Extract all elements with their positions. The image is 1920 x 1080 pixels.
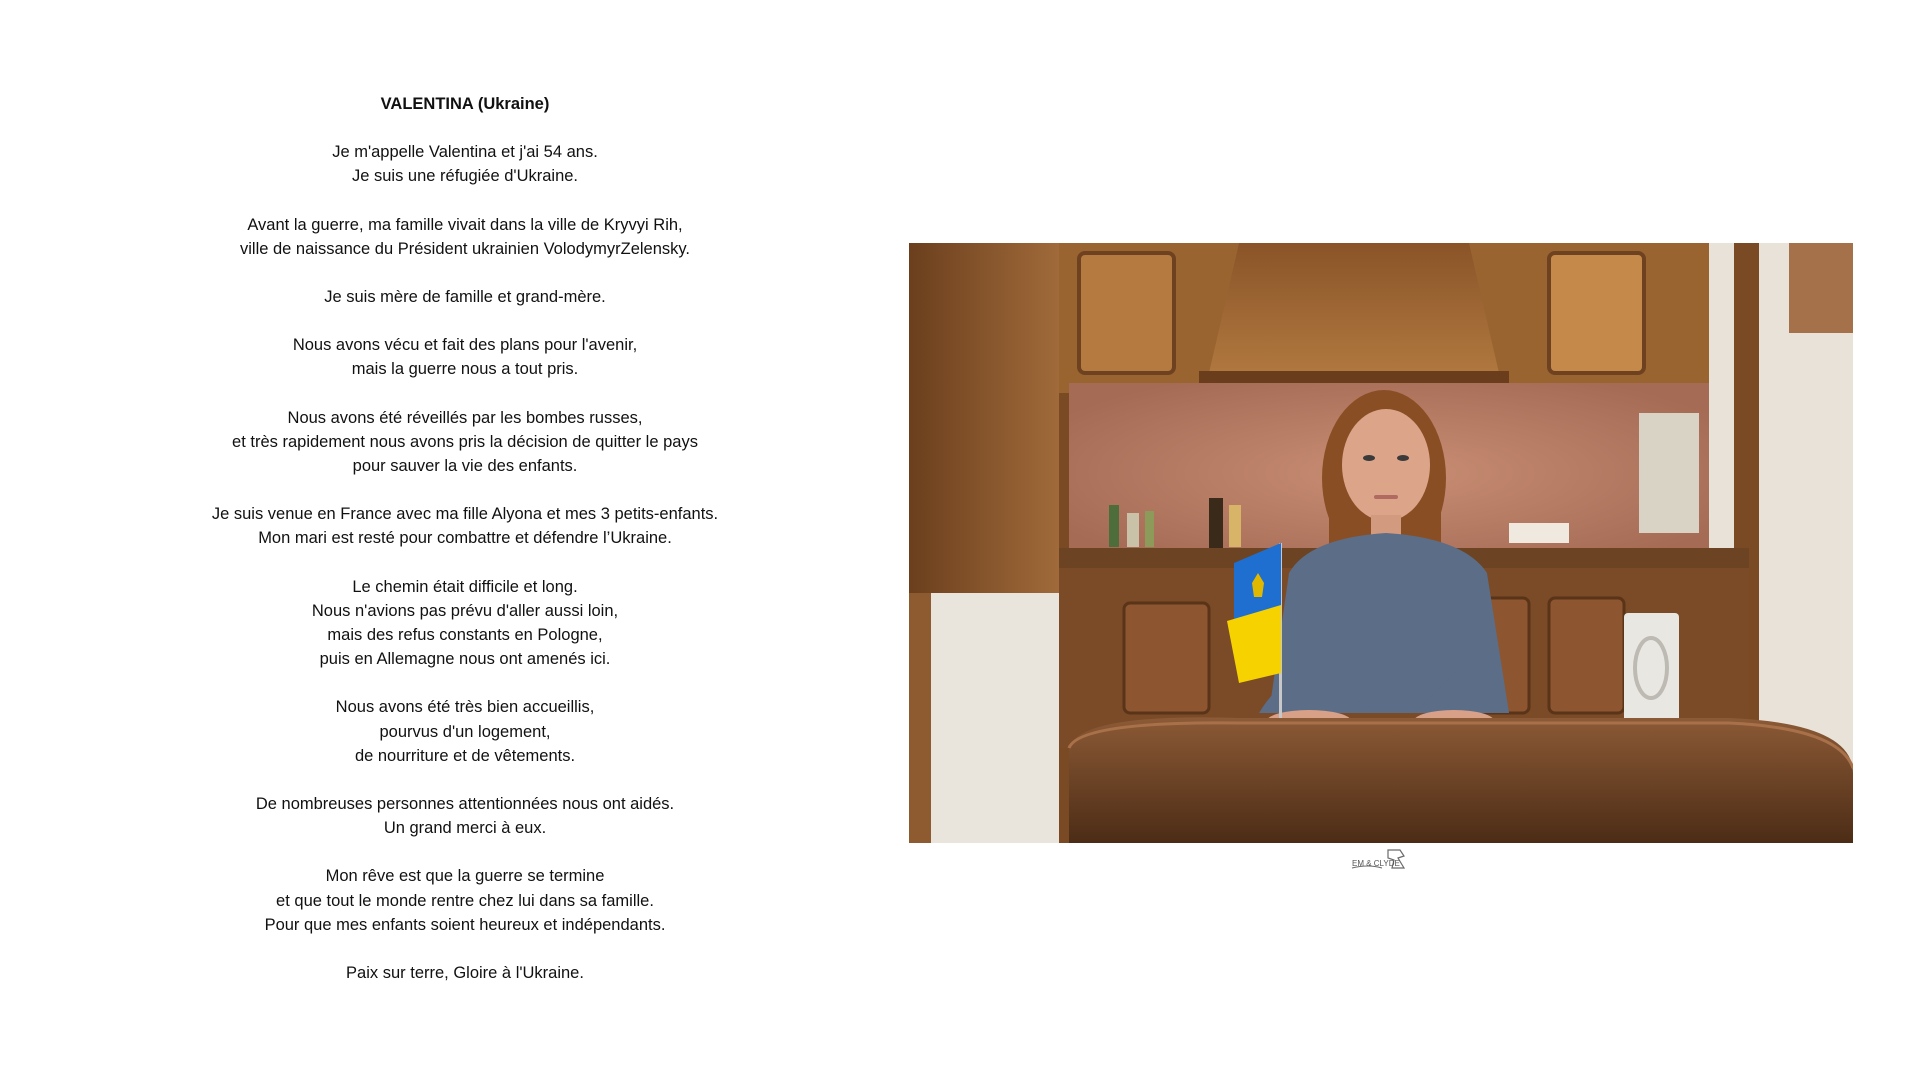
stanza bbox=[140, 502, 790, 550]
text-line: Pour que mes enfants soient heureux et indépendants. bbox=[264, 915, 666, 934]
text-line: Je suis mère de famille et grand-mère. bbox=[324, 288, 606, 307]
text-line: de nourriture et de vêtements. bbox=[354, 746, 576, 765]
stanza bbox=[140, 285, 790, 309]
stanza bbox=[140, 406, 790, 479]
stanza bbox=[140, 140, 790, 188]
stanza bbox=[140, 333, 790, 381]
portrait-photo bbox=[909, 243, 1853, 843]
text-line: Le chemin était difficile et long. bbox=[352, 577, 578, 596]
text-line: puis en Allemagne nous ont amenés ici. bbox=[319, 650, 611, 669]
text-line: Nous n'avions pas prévu d'aller aussi loin, bbox=[311, 601, 619, 620]
stanza bbox=[140, 213, 790, 261]
text-line: Avant la guerre, ma famille vivait dans la ville de Kryvyi Rih, bbox=[247, 215, 683, 234]
photographer-signature bbox=[1348, 846, 1412, 880]
text-line: ville de naissance du Président ukrainien VolodymyrZelensky. bbox=[239, 239, 690, 258]
text-line: pour sauver la vie des enfants. bbox=[352, 457, 578, 476]
text-line: Je m'appelle Valentina et j'ai 54 ans. bbox=[332, 143, 598, 162]
text-line: Nous avons été très bien accueillis, bbox=[335, 698, 595, 717]
text-line: et très rapidement nous avons pris la décision de quitter le pays bbox=[232, 432, 698, 451]
stanza bbox=[140, 575, 790, 672]
text-line: Je suis une réfugiée d'Ukraine. bbox=[351, 167, 579, 186]
text-line: Mon rêve est que la guerre se termine bbox=[325, 867, 605, 886]
testimony-text bbox=[140, 92, 790, 1009]
text-line: mais des refus constants en Pologne, bbox=[327, 626, 603, 645]
text-line: Nous avons été réveillés par les bombes russes, bbox=[287, 408, 643, 427]
text-line: et que tout le monde rentre chez lui dans sa famille. bbox=[276, 891, 654, 910]
text-line: De nombreuses personnes attentionnées nous ont aidés. bbox=[255, 795, 675, 814]
stanza-list bbox=[140, 140, 790, 985]
text-line: Je suis venue en France avec ma fille Alyona et mes 3 petits-enfants. bbox=[211, 505, 719, 524]
stanza bbox=[140, 864, 790, 937]
page-title: VALENTINA (Ukraine) bbox=[380, 95, 550, 113]
text-line: Paix sur terre, Gloire à l'Ukraine. bbox=[346, 964, 584, 983]
text-line: pourvus d'un logement, bbox=[379, 722, 551, 741]
text-line: mais la guerre nous a tout pris. bbox=[351, 360, 579, 379]
stanza bbox=[140, 961, 790, 985]
stanza bbox=[140, 695, 790, 768]
stanza bbox=[140, 792, 790, 840]
svg-text:EM & CLYDE: EM & CLYDE bbox=[1352, 859, 1400, 868]
text-line: Mon mari est resté pour combattre et défendre l’Ukraine. bbox=[258, 529, 672, 548]
text-line: Un grand merci à eux. bbox=[383, 819, 547, 838]
text-line: Nous avons vécu et fait des plans pour l'avenir, bbox=[292, 336, 638, 355]
